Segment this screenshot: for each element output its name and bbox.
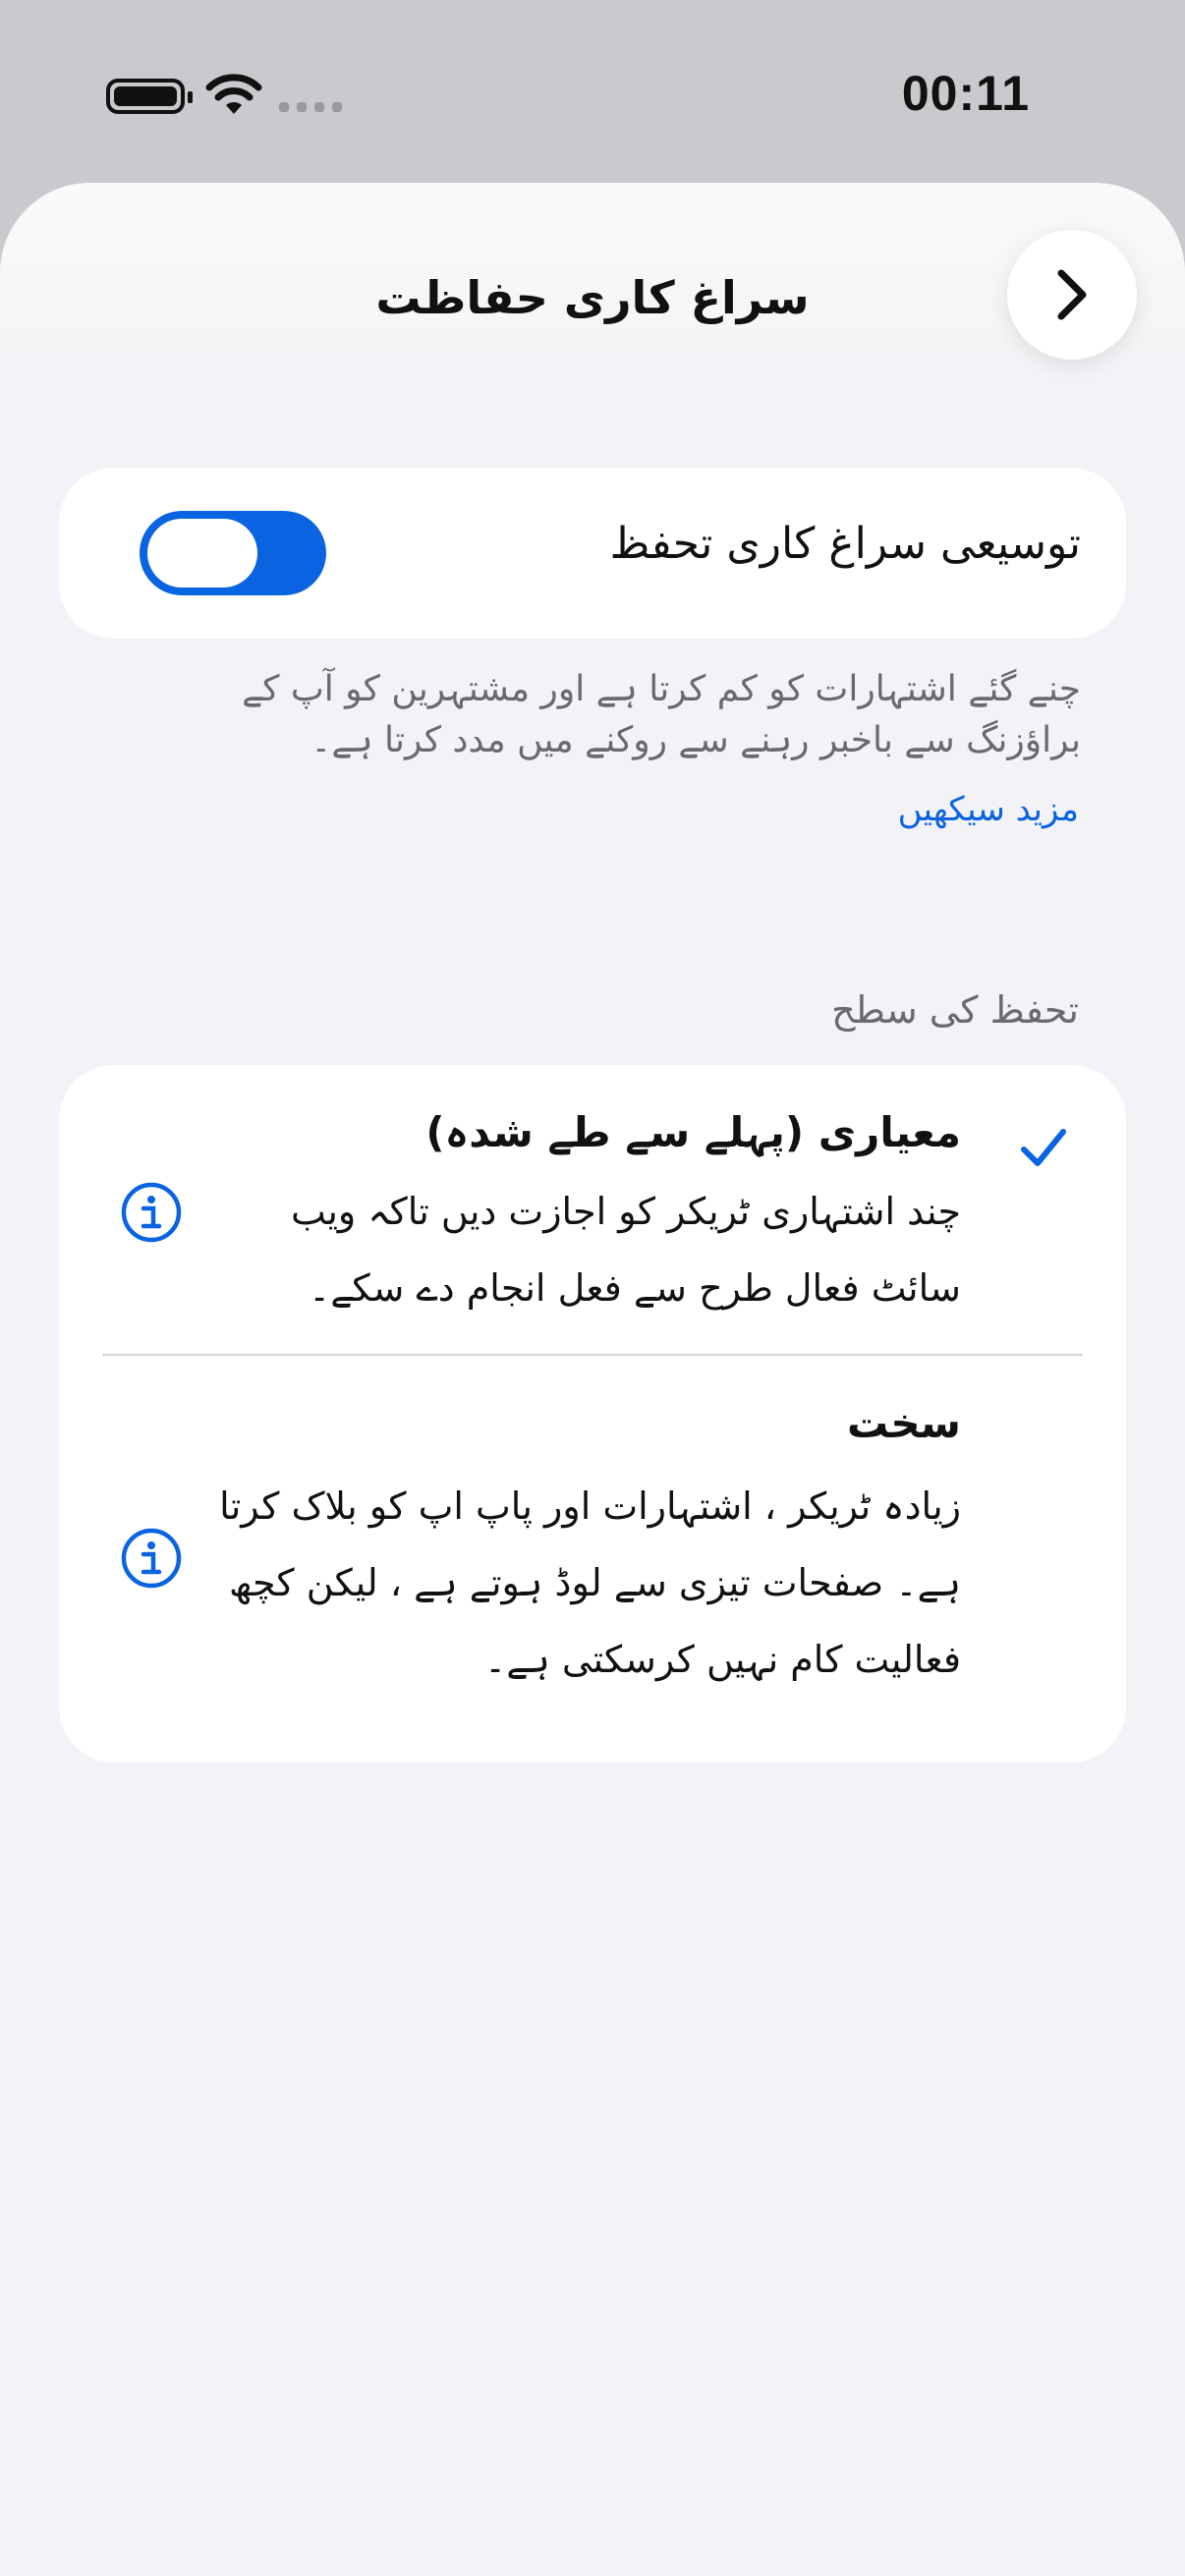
option-description: زیادہ ٹریکر ، اشتہارات اور پاپ اپ کو بلاک کرتا ہے۔ صفحات تیزی سے لوڈ ہوتے ہے ، لیکن کچھ فعالیت کام نہیں کرسکتی ہے۔	[219, 1484, 961, 1681]
status-time: 00:11	[901, 66, 1030, 121]
battery-icon	[106, 79, 185, 114]
status-icons	[106, 71, 362, 120]
option-description: چند اشتہاری ٹریکر کو اجازت دیں تاکہ ویب سائٹ فعال طرح سے فعل انجام دے سکے۔	[291, 1190, 961, 1310]
status-bar	[0, 0, 1185, 187]
protection-level-options	[59, 1065, 1126, 1763]
page-title: سراغ کاری حفاظت	[375, 271, 810, 324]
tracking-description: چنے گئے اشتہارات کو کم کرتا ہے اور مشتہرین کو آپ کے براؤزنگ سے باخبر رہنے سے روکنے میں مدد کرتا ہے۔	[242, 669, 1081, 760]
wifi-icon	[204, 71, 263, 120]
info-circle-icon[interactable]	[120, 1181, 183, 1244]
option-strict[interactable]	[59, 1356, 1126, 1763]
checkmark-icon	[1016, 1120, 1071, 1175]
option-title: معیاری (پہلے سے طے شدہ)	[425, 1108, 961, 1156]
toggle-label: توسیعی سراغ کاری تحفظ	[609, 519, 1081, 569]
enhanced-tracking-toggle[interactable]	[140, 511, 326, 595]
option-title: سخت	[846, 1399, 961, 1447]
toggle-knob	[147, 519, 257, 588]
close-button[interactable]	[1007, 230, 1137, 360]
chevron-right-icon	[1049, 265, 1095, 324]
info-circle-icon[interactable]	[120, 1527, 183, 1590]
cellular-signal-icon	[279, 100, 348, 114]
learn-more-link[interactable]: مزید سیکھیں	[897, 790, 1079, 829]
option-standard[interactable]	[59, 1065, 1126, 1354]
tracking-protection-sheet	[0, 183, 1185, 2576]
protection-level-header: تحفظ کی سطح	[831, 988, 1079, 1032]
enhanced-tracking-card	[59, 468, 1126, 639]
